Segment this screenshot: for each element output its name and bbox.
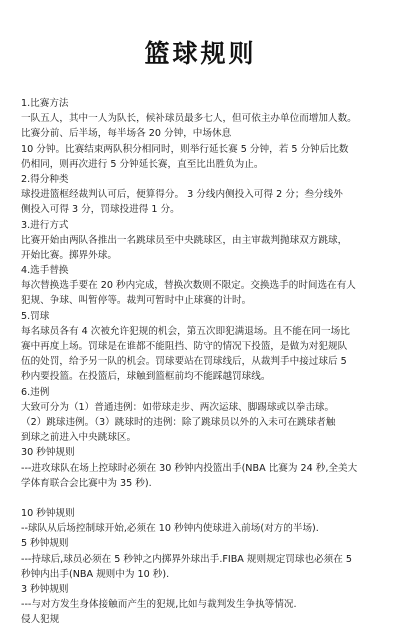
section-heading: 2.得分种类 <box>21 173 69 185</box>
document-body <box>21 96 380 628</box>
body-line: ---进攻球队在场上控球时必须在 30 秒钟内投篮出手(NBA 比赛为 24 秒,全美大 <box>21 462 358 474</box>
section-heading: 5.罚球 <box>21 310 50 322</box>
body-line: ---与对方发生身体接触而产生的犯规,比如与裁判发生争执等情况. <box>21 599 297 611</box>
body-line: 学体育联合会比赛中为 35 秒). <box>21 477 152 489</box>
body-line: --球队从后场控制球开始,必须在 10 秒钟内使球进入前场(对方的半场). <box>21 523 319 535</box>
section-heading: 6.违例 <box>21 386 50 398</box>
section-heading: 侵人犯规 <box>21 614 60 626</box>
section-heading: 1.比赛方法 <box>21 98 69 109</box>
body-line: 秒钟内出手(NBA 规则中为 10 秒). <box>21 568 170 580</box>
body-line: 比赛开始由两队各推出一名跳球员至中央跳球区，由主审裁判抛球双方跳球， <box>21 234 348 246</box>
body-line: 一队五人，其中一人为队长，候补球员最多七人，但可依主办单位而增加人数。 <box>21 113 357 125</box>
body-line: 球投进篮框经裁判认可后，便算得分。 3 分线内侧投入可得 2 分；叁分线外 <box>21 189 343 201</box>
body-line: 10 分钟。比赛结束两队积分相同时，则举行延长赛 5 分钟，若 5 分钟后比数 <box>21 143 349 155</box>
section-heading: 30 秒钟规则 <box>21 447 75 459</box>
section-heading: 3.进行方式 <box>21 219 69 231</box>
body-line: 赛中再度上场。罚球是在谁都不能阻挡、防守的情况下投篮，是做为对犯规队 <box>21 341 348 352</box>
blank-line <box>21 491 380 506</box>
section-heading: 5 秒钟规则 <box>21 538 69 550</box>
body-line: 每次替换选手要在 20 秒内完成，替换次数则不限定。交换选手的时间选在有人 <box>21 280 356 292</box>
body-line: 比赛分前、后半场，每半场各 20 分钟，中场休息 <box>21 128 232 140</box>
body-line: 伍的处罚，给予另一队的机会。罚球要站在罚球线后，从裁判手中接过球后 5 <box>21 356 347 368</box>
section-heading: 3 秒钟规则 <box>21 584 69 595</box>
body-line: 仍相同，则再次进行 5 分钟延长赛，直至比出胜负为止。 <box>21 158 264 170</box>
body-line: ---持球后,球员必须在 5 秒钟之内掷界外球出手.FIBA 规则规定罚球也必须在 5 <box>21 553 353 565</box>
section-heading: 4.选手替换 <box>21 265 69 277</box>
body-line: 每名球员各有 4 次被允许犯规的机会，第五次即犯满退场。且不能在同一场比 <box>21 325 350 337</box>
body-line: 秒内要投篮。在投篮后，球触到篮框前均不能踩越罚球线。 <box>21 371 271 383</box>
body-line: （2）跳球违例。（3）跳球时的违例：除了跳球员以外的入未可在跳球者触 <box>21 416 336 428</box>
section-heading: 10 秒钟规则 <box>21 508 75 520</box>
body-line: 大致可分为（1）普通违例：如带球走步、两次运球、脚踢球或以拳击球。 <box>21 401 335 413</box>
body-line: 到球之前进入中央跳球区。 <box>21 432 137 444</box>
document-title: 篮球规则 <box>144 39 257 68</box>
body-line: 犯规、争球、叫暂停等。裁判可暂时中止球赛的计时。 <box>21 295 252 307</box>
body-line: 侧投入可得 3 分，罚球投进得 1 分。 <box>21 204 180 216</box>
body-line: 开始比赛。掷界外球。 <box>21 249 117 261</box>
